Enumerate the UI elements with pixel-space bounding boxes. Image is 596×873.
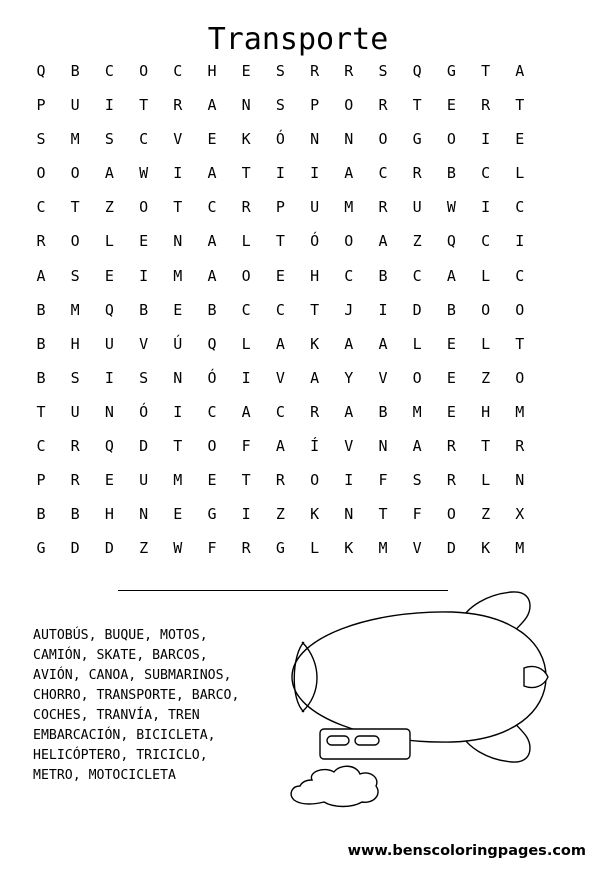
grid-letter: B <box>378 266 388 285</box>
grid-letter: Í <box>310 437 320 456</box>
grid-letter: A <box>207 266 217 285</box>
word-list-line: COCHES, TRANVÍA, TREN <box>33 708 200 723</box>
grid-letter: V <box>139 334 149 353</box>
grid-letter: I <box>139 266 149 285</box>
grid-letter: P <box>36 96 46 115</box>
grid-letter: T <box>481 437 491 456</box>
grid-letter: R <box>446 471 456 490</box>
grid-letter: A <box>344 164 354 183</box>
grid-letter: T <box>515 334 525 353</box>
grid-letter: D <box>104 539 114 558</box>
grid-letter: O <box>70 232 80 251</box>
grid-letter: B <box>139 300 149 319</box>
grid-letter: Z <box>412 232 422 251</box>
grid-letter: I <box>481 198 491 217</box>
grid-letter: O <box>344 96 354 115</box>
grid-letter: K <box>310 505 320 524</box>
grid-letter: H <box>481 402 491 421</box>
grid-letter: Z <box>104 198 114 217</box>
grid-letter: R <box>310 62 320 80</box>
grid-letter: A <box>378 232 388 251</box>
grid-letter: R <box>241 539 251 558</box>
grid-letter: L <box>241 232 251 251</box>
grid-letter: B <box>70 62 80 80</box>
grid-letter: T <box>36 402 46 421</box>
grid-letter: A <box>275 437 285 456</box>
grid-letter: I <box>173 402 183 421</box>
grid-letter: Ó <box>310 232 320 251</box>
grid-letter: C <box>344 266 354 285</box>
grid-letter: A <box>36 266 46 285</box>
grid-letter: I <box>104 96 114 115</box>
grid-letter: L <box>412 334 422 353</box>
grid-letter: G <box>36 539 46 558</box>
grid-letter: N <box>173 368 183 387</box>
grid-letter: Z <box>139 539 149 558</box>
grid-letter: B <box>36 368 46 387</box>
grid-letter: O <box>310 471 320 490</box>
blimp-icon <box>262 582 562 822</box>
grid-letter: Ó <box>139 402 149 421</box>
gondola-window-1 <box>327 736 349 745</box>
grid-letter: G <box>446 62 456 80</box>
grid-letter: C <box>515 198 525 217</box>
grid-letter: O <box>446 130 456 149</box>
grid-letter: O <box>70 164 80 183</box>
grid-letter: H <box>207 62 217 80</box>
grid-letter: H <box>104 505 114 524</box>
grid-letter: M <box>515 402 525 421</box>
cloud-icon <box>291 766 378 806</box>
grid-letter: D <box>139 437 149 456</box>
grid-letter: A <box>275 334 285 353</box>
grid-letter: O <box>378 130 388 149</box>
grid-letter: C <box>173 62 183 80</box>
word-list-line: EMBARCACIÓN, BICICLETA, <box>33 728 216 743</box>
grid-letter: C <box>275 402 285 421</box>
grid-letter: O <box>515 300 525 319</box>
grid-letter: H <box>310 266 320 285</box>
grid-letter: M <box>173 471 183 490</box>
grid-letter: B <box>446 300 456 319</box>
grid-letter: L <box>310 539 320 558</box>
grid-letter: P <box>275 198 285 217</box>
grid-letter: A <box>310 368 320 387</box>
grid-letter: S <box>378 62 388 80</box>
grid-letter: L <box>481 334 491 353</box>
word-list-line: METRO, MOTOCICLETA <box>33 768 176 783</box>
grid-letter: R <box>70 471 80 490</box>
grid-letter: U <box>70 96 80 115</box>
grid-letter: Ó <box>275 130 285 149</box>
grid-letter: S <box>70 368 80 387</box>
grid-letter: O <box>139 62 149 80</box>
grid-letter: I <box>378 300 388 319</box>
grid-letter: O <box>446 505 456 524</box>
grid-letter: C <box>481 232 491 251</box>
grid-letter: A <box>104 164 114 183</box>
grid-letter: X <box>515 505 525 524</box>
grid-letter: R <box>70 437 80 456</box>
grid-letter: R <box>241 198 251 217</box>
grid-letter: Ó <box>207 368 217 387</box>
grid-letter: D <box>446 539 456 558</box>
grid-letter: L <box>515 164 525 183</box>
grid-letter: T <box>139 96 149 115</box>
grid-letter: S <box>275 62 285 80</box>
grid-letter: D <box>70 539 80 558</box>
grid-letter: U <box>70 402 80 421</box>
grid-letter: B <box>36 505 46 524</box>
grid-letter: Z <box>481 368 491 387</box>
grid-letter: O <box>36 164 46 183</box>
grid-letter: O <box>241 266 251 285</box>
grid-letter: T <box>173 198 183 217</box>
grid-letter: O <box>207 437 217 456</box>
grid-letter: C <box>275 300 285 319</box>
grid-letter: M <box>70 130 80 149</box>
grid-letter: Q <box>104 437 114 456</box>
grid-letter: T <box>481 62 491 80</box>
grid-letter: M <box>70 300 80 319</box>
word-list-line: CAMIÓN, SKATE, BARCOS, <box>33 648 208 663</box>
grid-letter: E <box>139 232 149 251</box>
grid-letter: E <box>446 334 456 353</box>
grid-letter: N <box>173 232 183 251</box>
grid-letter: E <box>446 368 456 387</box>
grid-letter: R <box>481 96 491 115</box>
gondola-window-2 <box>355 736 379 745</box>
grid-letter: W <box>446 198 456 217</box>
grid-letter: C <box>481 164 491 183</box>
grid-letter: I <box>104 368 114 387</box>
grid-letter: E <box>515 130 525 149</box>
grid-letter: I <box>310 164 320 183</box>
grid-letter: Q <box>446 232 456 251</box>
grid-letter: M <box>412 402 422 421</box>
grid-letter: Q <box>412 62 422 80</box>
grid-letter: B <box>207 300 217 319</box>
grid-letter: U <box>310 198 320 217</box>
grid-letter: G <box>412 130 422 149</box>
grid-letter: W <box>139 164 149 183</box>
grid-letter: F <box>378 471 388 490</box>
grid-letter: V <box>378 368 388 387</box>
grid-letter: N <box>104 402 114 421</box>
grid-letter: B <box>446 164 456 183</box>
grid-letter: T <box>378 505 388 524</box>
grid-letter: T <box>173 437 183 456</box>
grid-letter: O <box>139 198 149 217</box>
grid-letter: Ú <box>173 334 183 353</box>
grid-letter: Z <box>481 505 491 524</box>
grid-letter: M <box>378 539 388 558</box>
grid-letter: B <box>70 505 80 524</box>
grid-letter: A <box>412 437 422 456</box>
grid-letter: R <box>36 232 46 251</box>
grid-letter: C <box>36 198 46 217</box>
grid-letter: E <box>104 471 114 490</box>
grid-letter: I <box>241 505 251 524</box>
grid-letter: R <box>173 96 183 115</box>
grid-letter: N <box>378 437 388 456</box>
grid-letter: B <box>36 334 46 353</box>
grid-letter: H <box>70 334 80 353</box>
grid-letter: B <box>378 402 388 421</box>
word-list-line: AVIÓN, CANOA, SUBMARINOS, <box>33 668 232 683</box>
grid-letter: U <box>412 198 422 217</box>
grid-letter: L <box>241 334 251 353</box>
word-list-line: HELICÓPTERO, TRICICLO, <box>33 748 208 763</box>
grid-letter: E <box>173 300 183 319</box>
grid-letter: C <box>207 402 217 421</box>
grid-letter: A <box>344 402 354 421</box>
grid-letter: N <box>344 130 354 149</box>
grid-letter: D <box>412 300 422 319</box>
grid-letter: L <box>481 471 491 490</box>
grid-letter: Y <box>344 368 354 387</box>
grid-letter: C <box>139 130 149 149</box>
grid-letter: C <box>515 266 525 285</box>
grid-letter: T <box>515 96 525 115</box>
grid-letter: S <box>412 471 422 490</box>
grid-letter: C <box>378 164 388 183</box>
grid-letter: O <box>344 232 354 251</box>
grid-letter: R <box>275 471 285 490</box>
grid-letter: K <box>310 334 320 353</box>
grid-letter: L <box>481 266 491 285</box>
grid-letter: F <box>207 539 217 558</box>
grid-letter: U <box>104 334 114 353</box>
grid-letter: E <box>104 266 114 285</box>
grid-letter: K <box>344 539 354 558</box>
page-title: Transporte <box>207 22 389 57</box>
grid-letter: O <box>481 300 491 319</box>
grid-letter: A <box>378 334 388 353</box>
footer-url: www.benscoloringpages.com <box>347 843 586 859</box>
grid-letter: F <box>412 505 422 524</box>
grid-letter: T <box>241 164 251 183</box>
grid-letter: I <box>173 164 183 183</box>
grid-letter: N <box>310 130 320 149</box>
grid-letter: G <box>275 539 285 558</box>
grid-letter: S <box>36 130 46 149</box>
word-list <box>33 626 239 786</box>
grid-letter: E <box>207 130 217 149</box>
grid-letter: R <box>515 437 525 456</box>
grid-letter: E <box>275 266 285 285</box>
grid-letter: R <box>378 198 388 217</box>
grid-letter: C <box>207 198 217 217</box>
grid-letter: V <box>344 437 354 456</box>
grid-letter: M <box>173 266 183 285</box>
grid-letter: I <box>275 164 285 183</box>
grid-letter: S <box>275 96 285 115</box>
grid-letter: K <box>241 130 251 149</box>
grid-letter: A <box>207 232 217 251</box>
grid-letter: T <box>70 198 80 217</box>
grid-letter: N <box>344 505 354 524</box>
grid-letter: W <box>173 539 183 558</box>
grid-letter: A <box>241 402 251 421</box>
grid-letter: T <box>275 232 285 251</box>
grid-letter: E <box>173 505 183 524</box>
grid-letter: I <box>515 232 525 251</box>
word-list-line: AUTOBÚS, BUQUE, MOTOS, <box>33 628 208 643</box>
grid-letter: K <box>481 539 491 558</box>
grid-letter: C <box>412 266 422 285</box>
grid-letter: C <box>104 62 114 80</box>
grid-letter: N <box>139 505 149 524</box>
grid-letter: C <box>36 437 46 456</box>
grid-letter: Q <box>104 300 114 319</box>
grid-letter: R <box>344 62 354 80</box>
grid-letter: E <box>446 402 456 421</box>
grid-letter: E <box>207 471 217 490</box>
grid-letter: E <box>241 62 251 80</box>
grid-letter: R <box>310 402 320 421</box>
grid-letter: F <box>241 437 251 456</box>
grid-letter: Q <box>207 334 217 353</box>
grid-letter: R <box>446 437 456 456</box>
grid-letter: N <box>241 96 251 115</box>
grid-letter: E <box>446 96 456 115</box>
grid-letter: I <box>241 368 251 387</box>
grid-letter: G <box>207 505 217 524</box>
grid-letter: S <box>139 368 149 387</box>
word-list-line: CHORRO, TRANSPORTE, BARCO, <box>33 688 240 703</box>
grid-letter: V <box>275 368 285 387</box>
grid-letter: A <box>446 266 456 285</box>
grid-letter: P <box>36 471 46 490</box>
grid-letter: R <box>378 96 388 115</box>
grid-letter: I <box>344 471 354 490</box>
grid-letter: T <box>412 96 422 115</box>
grid-letter: J <box>344 300 354 319</box>
grid-letter: M <box>515 539 525 558</box>
grid-letter: A <box>207 164 217 183</box>
grid-letter: S <box>70 266 80 285</box>
grid-letter: P <box>310 96 320 115</box>
grid-letter: I <box>481 130 491 149</box>
grid-letter: V <box>412 539 422 558</box>
grid-letter: T <box>241 471 251 490</box>
grid-letter: N <box>515 471 525 490</box>
grid-letter: A <box>207 96 217 115</box>
grid-letter: T <box>310 300 320 319</box>
grid-letter: M <box>344 198 354 217</box>
grid-letter: A <box>344 334 354 353</box>
grid-letter: U <box>139 471 149 490</box>
grid-letter: V <box>173 130 183 149</box>
grid-letter: A <box>515 62 525 80</box>
grid-letter: O <box>515 368 525 387</box>
grid-letter: R <box>412 164 422 183</box>
grid-letter: O <box>412 368 422 387</box>
grid-letter: Q <box>36 62 46 80</box>
grid-letter: C <box>241 300 251 319</box>
grid-letter: L <box>104 232 114 251</box>
grid-letter: B <box>36 300 46 319</box>
grid-letter: Z <box>275 505 285 524</box>
grid-letter: S <box>104 130 114 149</box>
blimp-envelope <box>292 612 546 742</box>
